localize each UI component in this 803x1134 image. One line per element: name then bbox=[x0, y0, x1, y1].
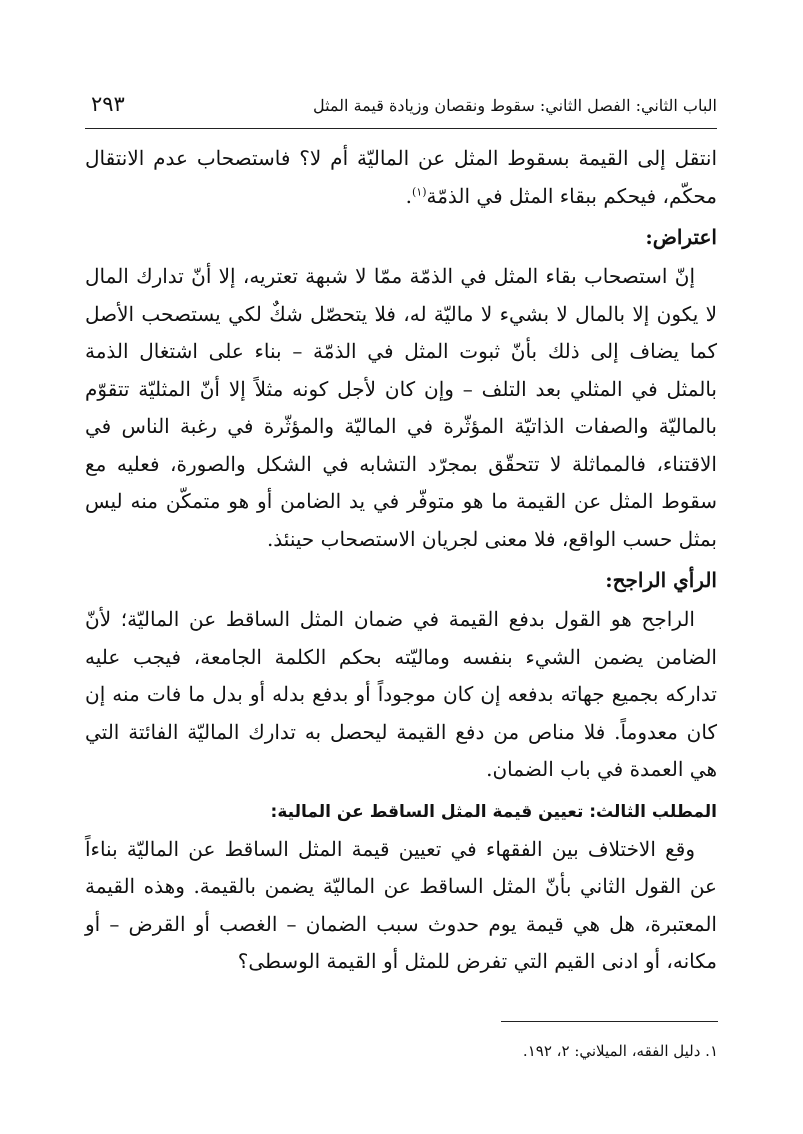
footnote-reference: (١) bbox=[411, 184, 427, 198]
running-title: الباب الثاني: الفصل الثاني: سقوط ونقصان وزيادة قيمة المثل bbox=[312, 96, 717, 115]
paragraph-end: . bbox=[405, 183, 412, 208]
paragraph-text: انتقل إلى القيمة بسقوط المثل عن الماليّة أم لا؟ فاستصحاب عدم الانتقال محكّم، فيحكم ببقاء المثل في الذمّة bbox=[85, 146, 717, 208]
footnote-divider bbox=[501, 1021, 718, 1022]
page-number: ٢٩٣ bbox=[91, 92, 125, 116]
paragraph-section-three: وقع الاختلاف بين الفقهاء في تعيين قيمة المثل الساقط عن الماليّة بناءاً عن القول الثاني بأنّ المثل الساقط عن الماليّة يضمن بالقيمة. وهذه القيمة المعتبرة، هل هي قيمة يوم حدوث سبب الضمان – الغصب أو القرض – أو مكانه، أو ادنى القيم التي تفرض للمثل أو القيمة الوسطى؟ bbox=[85, 836, 717, 973]
page-header bbox=[85, 88, 717, 129]
section-heading: المطلب الثالث: تعيين قيمة المثل الساقط عن المالية: bbox=[270, 801, 717, 822]
main-text bbox=[85, 140, 717, 981]
preferred-opinion-heading: الرأي الراجح: bbox=[605, 568, 717, 592]
footnote-1: ١. دليل الفقه، الميلاني: ٢، ١٩٢. bbox=[522, 1042, 718, 1060]
paragraph-intro bbox=[85, 140, 717, 215]
objection-heading: اعتراض: bbox=[645, 225, 717, 249]
paragraph-preferred-opinion: الراجح هو القول بدفع القيمة في ضمان المثل الساقط عن الماليّة؛ لأنّ الضامن يضمن الشيء بنفسه وماليّته بحكم الكلمة الجامعة، فيجب عليه تداركه بجميع جهاته بدفعه إن كان موجوداً أو بدفع بدله أو بدل ما فات منه إن كان معدوماً. فلا مناص من دفع القيمة ليحصل به تدارك الماليّة الفائتة التي هي العمدة في باب الضمان. bbox=[85, 607, 717, 781]
paragraph-objection: إنّ استصحاب بقاء المثل في الذمّة ممّا لا شبهة تعتريه، إلا أنّ تدارك المال لا يكون إلا بالمال لا بشيء لا ماليّة له، فلا يتحصّل شكٌ لكي يستصحب الأصل كما يضاف إلى ذلك بأنّ ثبوت المثل في الذمّة – بناء على اشتغال الذمة بالمثل في المثلي بعد التلف – وإن كان لأجل كونه مثلاً إلا أنّ المثليّة تتقوّم بالماليّة والصفات الذاتيّة المؤثّرة في الماليّة والمؤثّرة في رغبة الناس في الاقتناء، فالمماثلة لا تتحقّق بمجرّد التشابه في الشكل والصورة، فعليه مع سقوط المثل عن القيمة ما هو متوفّر في يد الضامن أو هو متمكّن منه ليس بمثل حسب الواقع، فلا معنى لجريان الاستصحاب حينئذ. bbox=[85, 264, 717, 551]
